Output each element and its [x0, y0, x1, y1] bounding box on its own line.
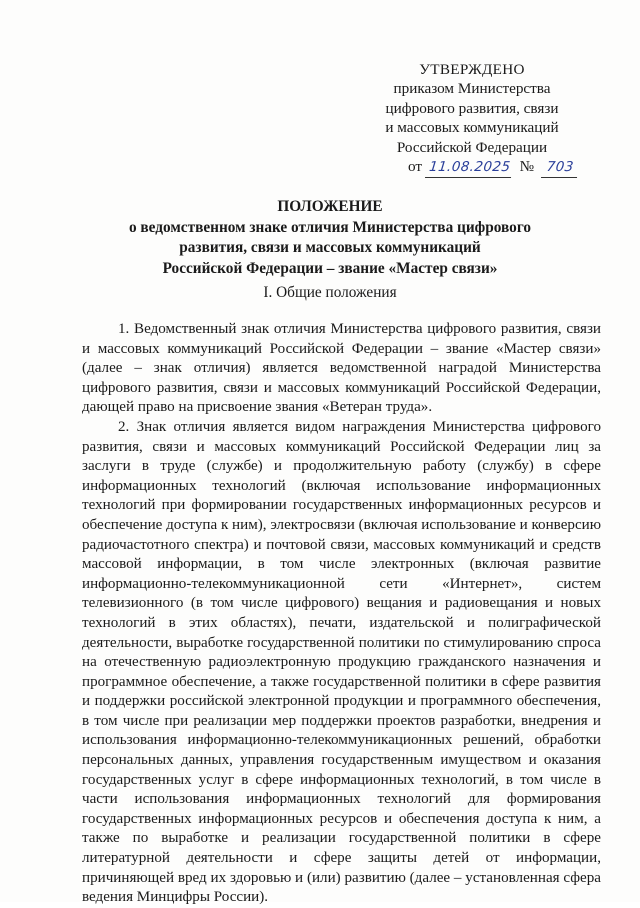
approval-line-4: Российской Федерации — [396, 138, 548, 156]
approval-line-1: приказом Министерства — [393, 80, 551, 98]
title-line-1: о ведомственном знаке отличия Министерства цифрового — [128, 218, 532, 236]
paragraph-1: 1. Ведомственный знак отличия Министерства цифрового развития, связи и массовых коммуникаций Российской Федерации – звание «Мастер связи» (далее – знак отличия) является ведомственной наградой Министерства цифрового развития, связи и массовых коммуникаций Российской Федерации, дающей право на присвоение звания «Ветеран труда». — [82, 321, 601, 416]
from-label: от — [408, 158, 423, 176]
approval-line-2: цифрового развития, связи — [385, 99, 559, 117]
title-line-2: развития, связи и массовых коммуникаций — [179, 239, 481, 256]
approval-block — [372, 60, 575, 178]
handwritten-number: 703 — [541, 158, 579, 178]
paragraph-2: 2. Знак отличия является видом награждения Министерства цифрового развития, связи и массовых коммуникаций Российской Федерации лиц за заслуги в труде (службе) и продолжительную работу (службу) в сфере информационных технологий (включая использование информационных технологий при формировании государственных информационных ресурсов и обеспечение доступа к ним), электросвязи (включая использование и конверсию радиочастотного спектра) и почтовой связи, массовых коммуникаций и средств массовой информации, в том числе электронных (включая развитие информационно-телекоммуникационной сети «Интернет», систем телевизионного (в том числе цифрового) вещания и радиовещания и новых технологий в этих областях), печати, издательской и полиграфической деятельности, выработке государственной политики по стимулированию спроса на отечественную радиоэлектронную продукцию гражданского назначения и программное обеспечение, а также государственной политики в сфере развития и поддержки российской электронной продукции и программного обеспечения, в том числе при реализации мер поддержки проектов разработки, внедрения и использования информационно-телекоммуникационных решений, обработки персональных данных, управления государственным имуществом и оказания государственных услуг в сфере информационных технологий, в том числе в части использования информационных технологий для формирования государственных информационных ресурсов и обеспечения доступа к ним, а также по выработке и реализации государственной политики в сфере литературной деятельности и сфере защиты детей от информации, причиняющей вред их здоровью и (или) развитию (далее – установленная сфера ведения Минцифры России). — [82, 418, 601, 906]
number-sign: № — [519, 158, 535, 176]
title-heading: ПОЛОЖЕНИЕ — [277, 198, 383, 215]
handwritten-date: 11.08.2025 — [425, 158, 513, 178]
document-body — [82, 320, 601, 908]
document-title — [100, 197, 560, 279]
title-line-3: Российской Федерации – звание «Мастер связи» — [162, 259, 498, 277]
section-title: I. Общие положения — [263, 284, 397, 301]
order-date-number-row — [372, 157, 575, 178]
approval-title: УТВЕРЖДЕНО — [419, 61, 525, 78]
approval-line-3: и массовых коммуникаций — [385, 119, 559, 137]
